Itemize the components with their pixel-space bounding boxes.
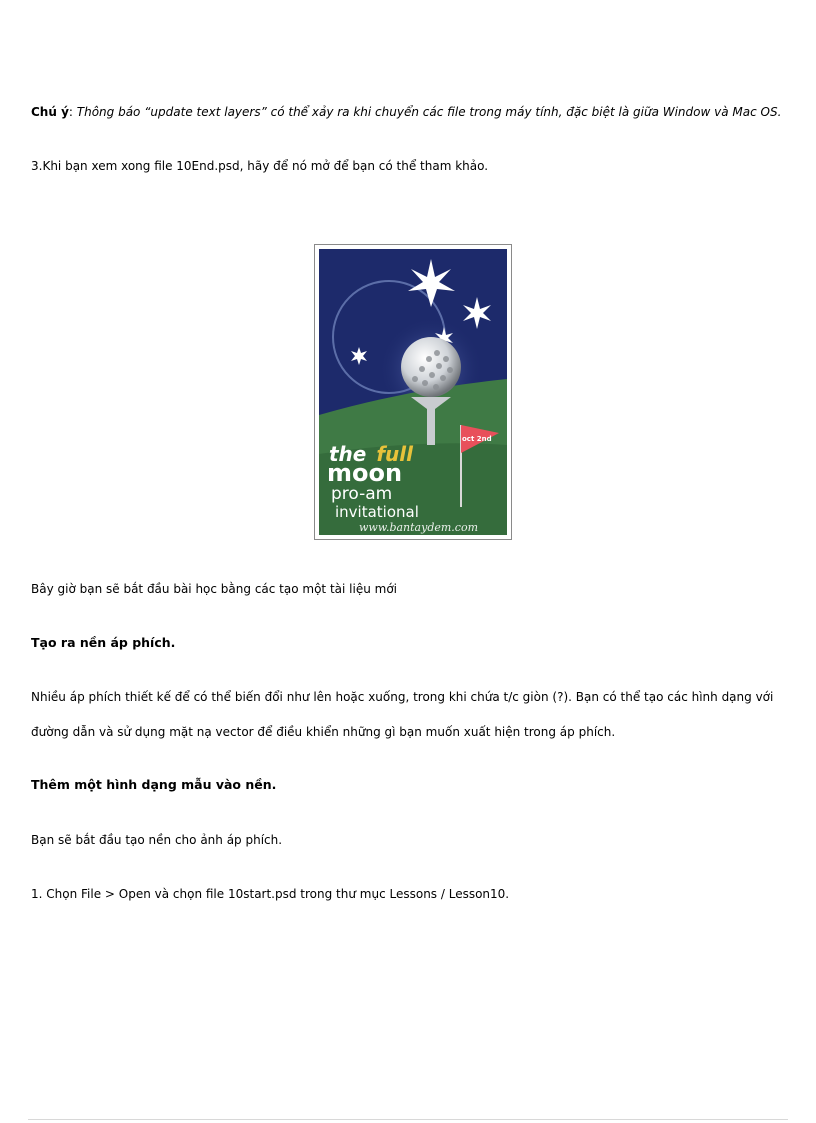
flag-text: oct 2nd: [462, 435, 492, 443]
poster-line4: invitational: [335, 503, 419, 521]
note-paragraph: [31, 104, 781, 120]
intro-paragraph: Bây giờ bạn sẽ bắt đầu bài học bằng các tạo một tài liệu mới: [31, 582, 397, 596]
heading-add-shape: Thêm một hình dạng mẫu vào nền.: [31, 777, 277, 792]
step3-paragraph: 3.Khi bạn xem xong file 10End.psd, hãy để nó mở để bạn có thể tham khảo.: [31, 159, 489, 173]
poster-image: [314, 244, 512, 540]
para1-line2: đường dẫn và sử dụng mặt nạ vector để điều khiển những gì bạn muốn xuất hiện trong áp phích.: [31, 725, 616, 739]
para1-line1: Nhiều áp phích thiết kế để có thể biến đổi như lên hoặc xuống, trong khi chứa t/c giòn (?). Bạn có thể tạo các hình dạng với: [31, 690, 774, 704]
poster-line2: moon: [327, 459, 403, 487]
note-text: Thông báo “update text layers” có thể xảy ra khi chuyển các file trong máy tính, đặc biệt là giữa Window và Mac OS.: [76, 105, 782, 119]
golf-ball-icon: [401, 337, 461, 397]
poster-line1-a: the: [329, 442, 367, 466]
para2: Bạn sẽ bắt đầu tạo nền cho ảnh áp phích.: [31, 833, 283, 847]
poster-watermark: www.bantaydem.com: [359, 521, 479, 534]
step1-paragraph: 1. Chọn File > Open và chọn file 10start.psd trong thư mục Lessons / Lesson10.: [31, 887, 510, 901]
poster-line1-b: full: [376, 442, 413, 466]
heading-poster-background: Tạo ra nền áp phích.: [31, 635, 176, 650]
poster-line3: pro-am: [331, 484, 393, 504]
poster-illustration: [319, 249, 507, 535]
note-label: Chú ý: [31, 105, 69, 119]
page-divider: [28, 1119, 788, 1120]
note-colon: :: [68, 105, 77, 119]
